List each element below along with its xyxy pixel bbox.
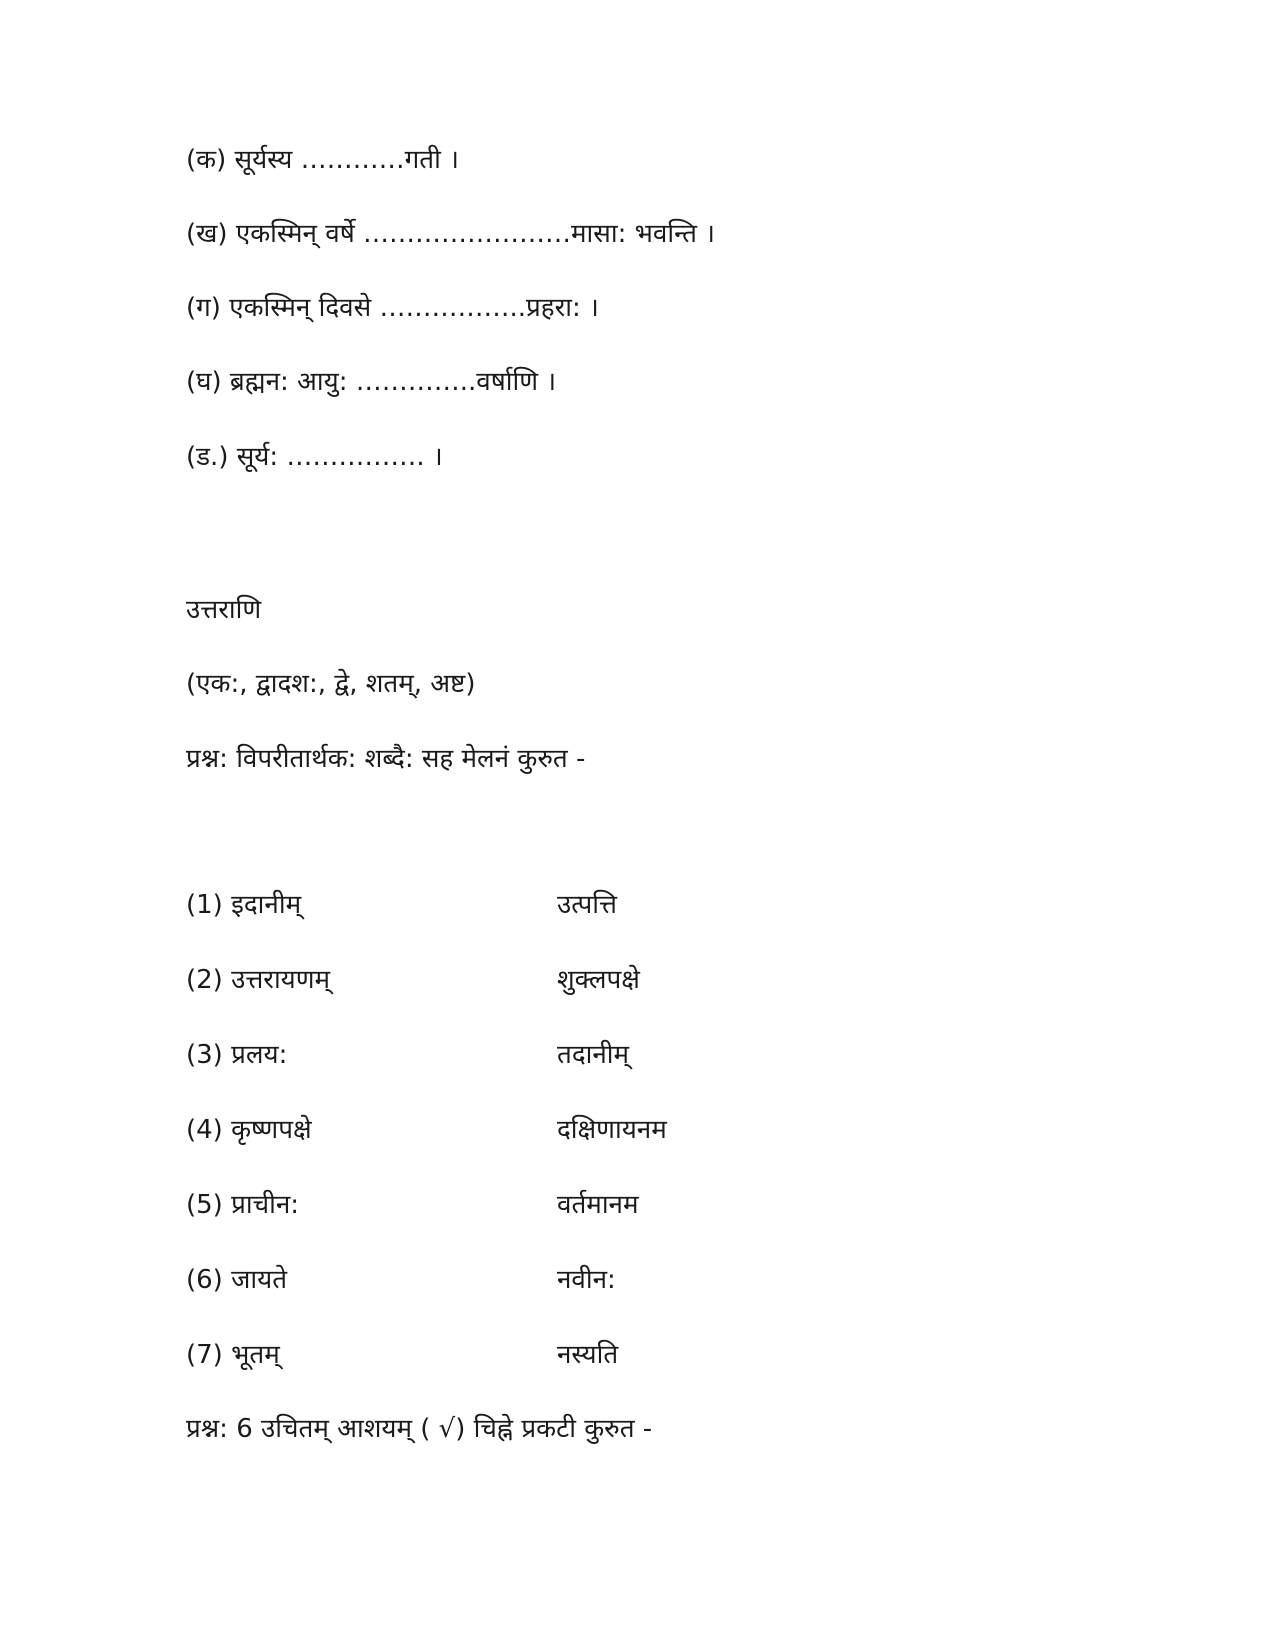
match-left-4: (4) कृष्णपक्षे: [186, 1115, 312, 1145]
match-right-3: तदानीम्: [557, 1040, 630, 1070]
fill-blank-ka: (क) सूर्यस्य …………गती ।: [186, 145, 459, 175]
match-right-2: शुक्लपक्षे: [557, 965, 640, 995]
question-6-heading: प्रश्न: 6 उचितम् आशयम् ( √) चिह्ने प्रकटी कुरुत -: [186, 1414, 653, 1444]
match-left-3: (3) प्रलय:: [186, 1040, 288, 1070]
match-left-1: (1) इदानीम्: [186, 890, 302, 920]
fill-blank-kha: (ख) एकस्मिन् वर्षे ……………………मासा: भवन्ति ।: [186, 219, 716, 249]
match-right-7: नस्यति: [557, 1340, 619, 1370]
match-right-6: नवीन:: [557, 1265, 616, 1295]
match-left-6: (6) जायते: [186, 1265, 288, 1295]
match-right-5: वर्तमानम: [557, 1190, 639, 1220]
match-left-7: (7) भूतम्: [186, 1340, 280, 1370]
fill-blank-gha: (घ) ब्रह्मन: आयु: …………..वर्षाणि ।: [186, 367, 557, 397]
match-left-2: (2) उत्तरायणम्: [186, 965, 331, 995]
question-match-heading: प्रश्न: विपरीतार्थक: शब्दै: सह मेलनं कुरुत -: [186, 744, 586, 774]
fill-blank-da: (ड.) सूर्य: ……………. ।: [186, 442, 443, 472]
fill-blank-ga: (ग) एकस्मिन् दिवसे ……………..प्रहरा: ।: [186, 293, 599, 323]
match-left-5: (5) प्राचीन:: [186, 1190, 300, 1220]
match-right-1: उत्पत्ति: [557, 890, 617, 920]
answers-heading: उत्तराणि: [186, 595, 262, 625]
match-right-4: दक्षिणायनम: [557, 1115, 667, 1145]
answers-list: (एक:, द्वादश:, द्वे, शतम्, अष्ट): [186, 669, 476, 699]
